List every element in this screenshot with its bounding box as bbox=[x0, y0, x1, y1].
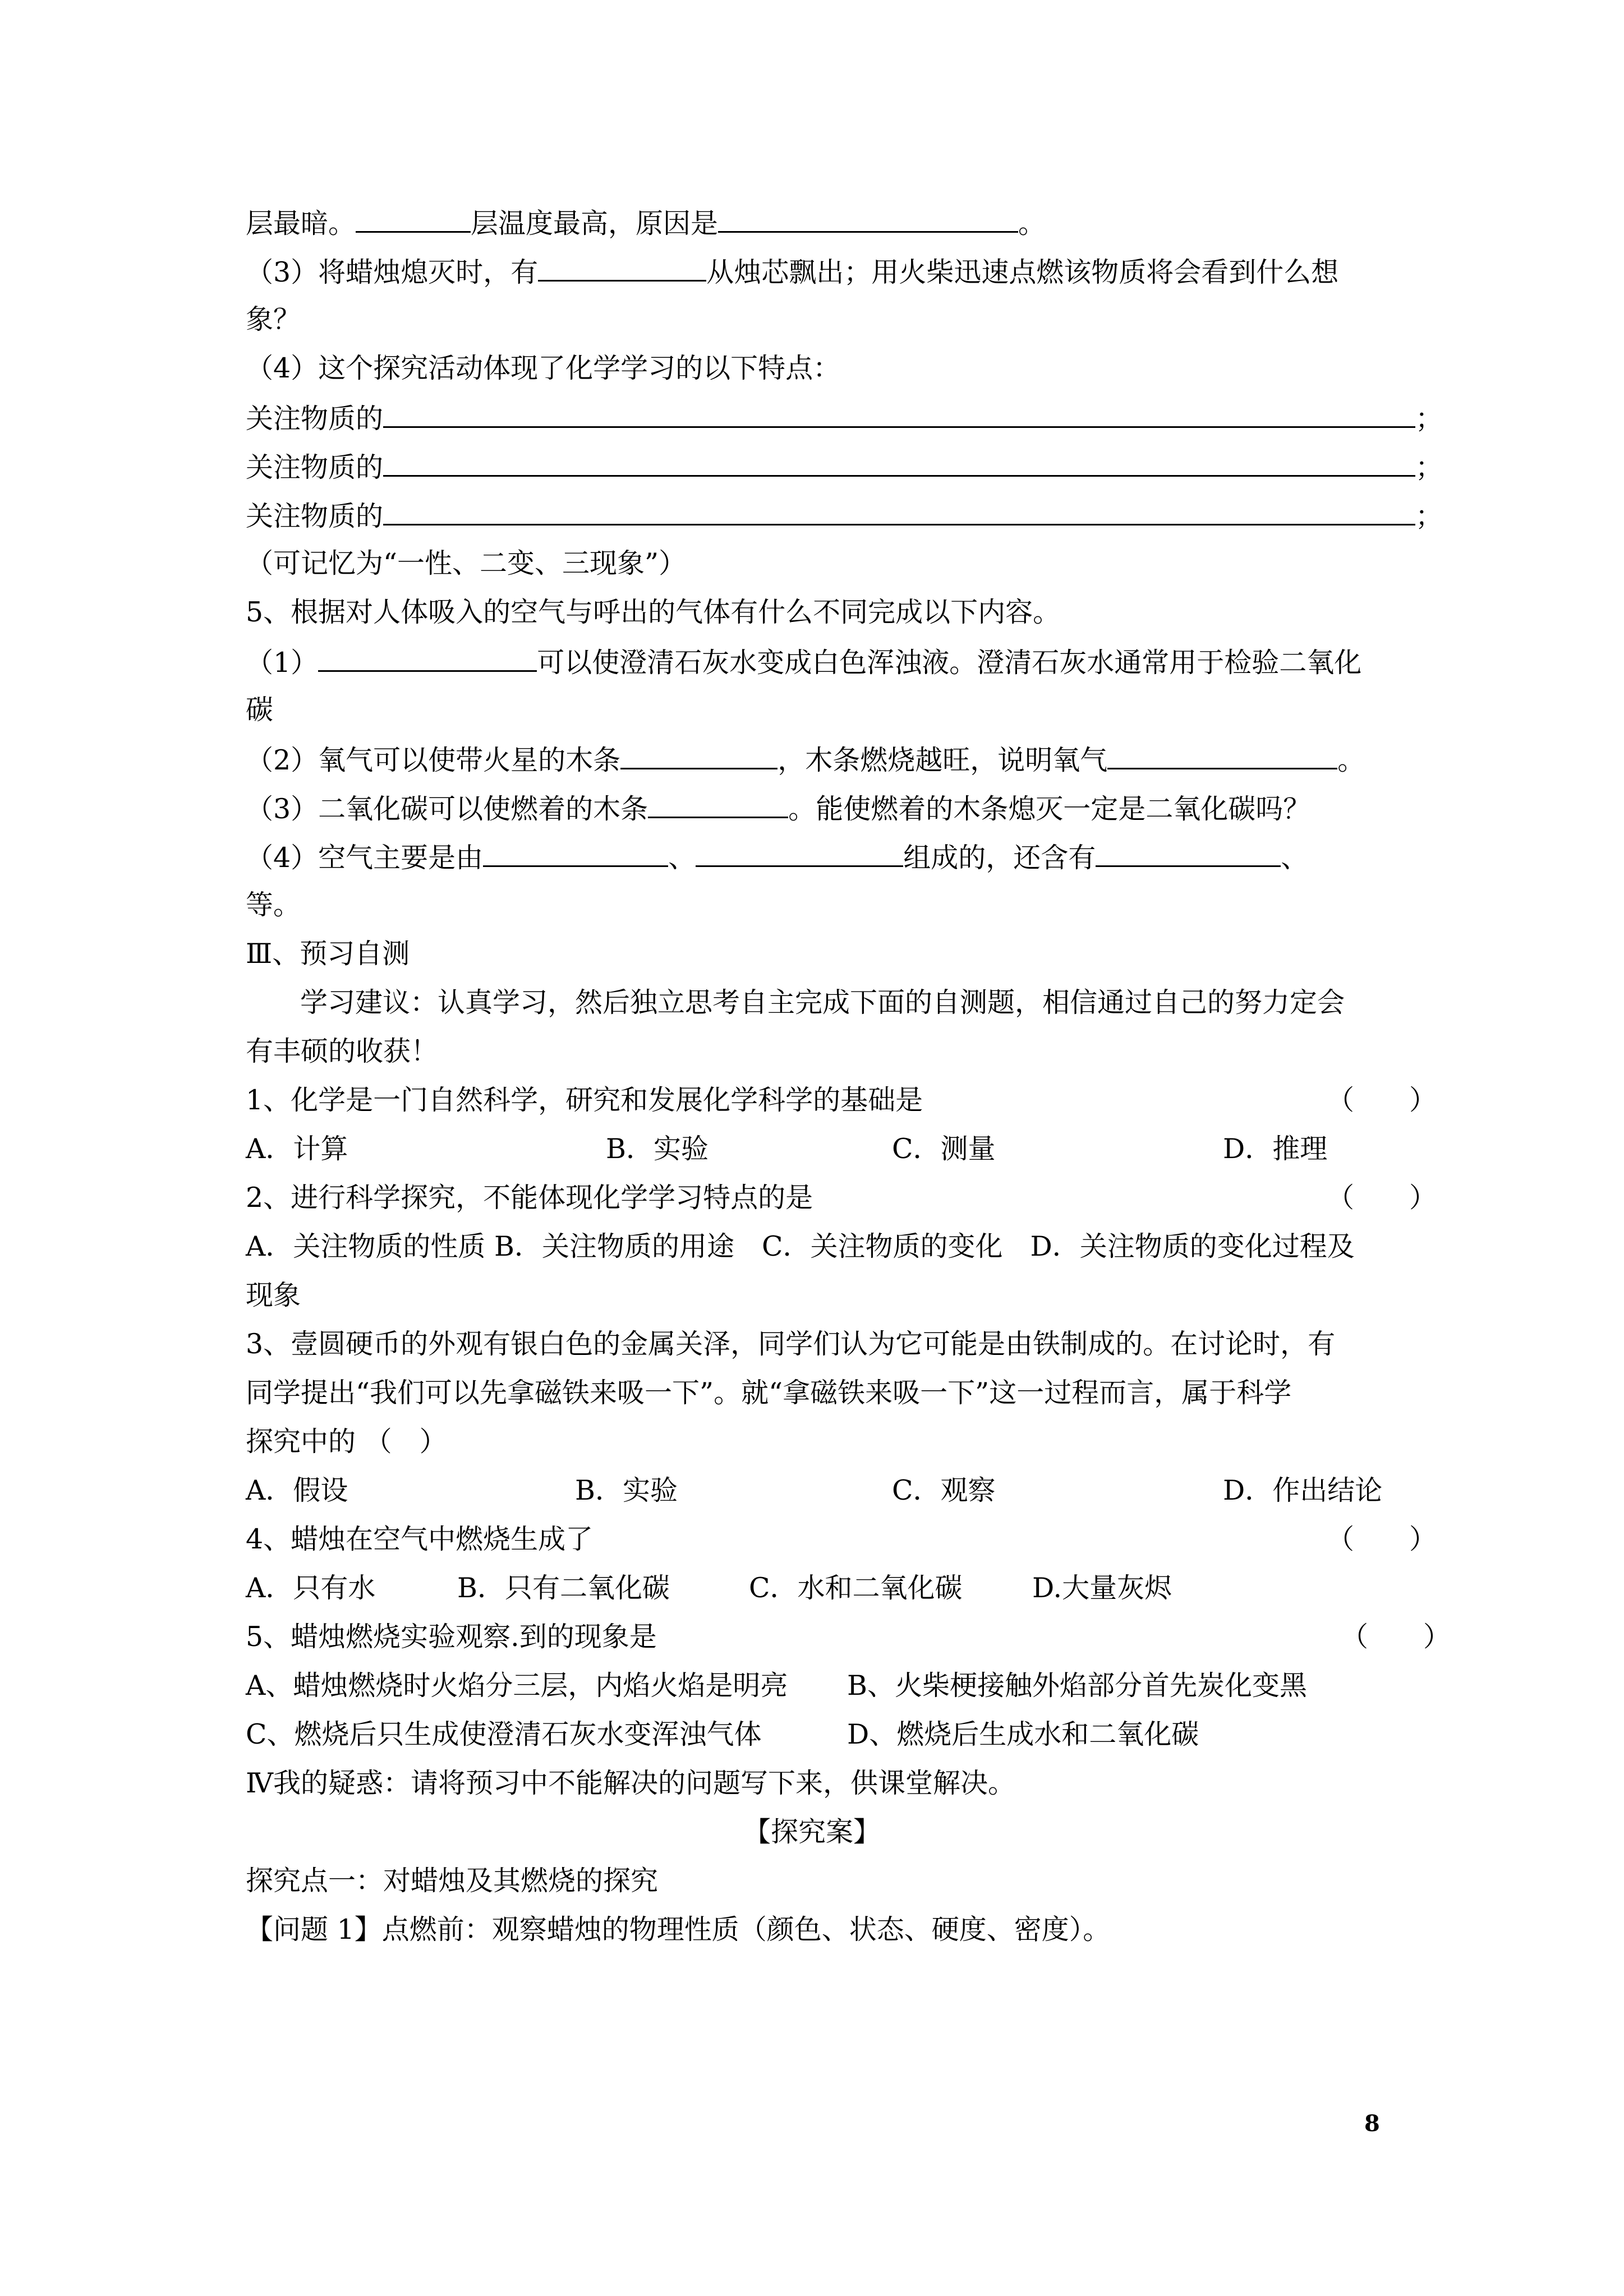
options-line[interactable]: A．关注物质的性质 B．关注物质的用途 C．关注物质的变化 D．关注物质的变化过程及 bbox=[246, 1230, 1355, 1262]
text-segment: 组成的，还含有 bbox=[903, 842, 1096, 874]
explore-point: 探究点一：对蜡烛及其燃烧的探究 bbox=[246, 1865, 659, 1897]
options-line[interactable]: 现象 bbox=[246, 1279, 301, 1311]
option-d[interactable]: D．作出结论 bbox=[1223, 1474, 1383, 1506]
text-line: 学习建议：认真学习，然后独立思考自主完成下面的自测题，相信通过自己的努力定会 bbox=[300, 986, 1345, 1018]
fill-blank[interactable] bbox=[718, 205, 1018, 233]
question-stem: 同学提出“我们可以先拿磁铁来吸一下”。就“拿磁铁来吸一下”这一过程而言，属于科学 bbox=[246, 1377, 1292, 1409]
text-line bbox=[246, 791, 1310, 826]
text-line: 象？ bbox=[246, 303, 301, 335]
text-line: 等。 bbox=[246, 889, 301, 921]
text-segment: 关注物质的 bbox=[246, 403, 384, 435]
text-line: 碳 bbox=[246, 694, 274, 726]
text-segment: 可以使澄清石灰水变成白色浑浊液。澄清石灰水通常用于检验二氧化 bbox=[537, 647, 1362, 679]
question-stem: 3、壹圆硬币的外观有银白色的金属关泽，同学们认为它可能是由铁制成的。在讨论时，有 bbox=[246, 1328, 1336, 1360]
text-line bbox=[246, 840, 1308, 875]
option-b[interactable]: B．只有二氧化碳 bbox=[457, 1572, 670, 1604]
fill-blank[interactable] bbox=[356, 205, 471, 233]
fill-blank[interactable] bbox=[318, 644, 537, 672]
text-segment: ，木条燃烧越旺，说明氧气 bbox=[778, 744, 1108, 776]
option-a[interactable]: A．计算 bbox=[246, 1133, 348, 1165]
fill-blank[interactable] bbox=[1107, 742, 1337, 769]
problem-1: 【问题 1】点燃前：观察蜡烛的物理性质（颜色、状态、硬度、密度）。 bbox=[246, 1914, 1111, 1945]
option-c[interactable]: C．测量 bbox=[892, 1133, 996, 1165]
fill-blank[interactable] bbox=[383, 400, 1415, 428]
answer-bracket[interactable]: （ ） bbox=[1341, 1621, 1451, 1653]
fill-blank[interactable] bbox=[648, 791, 788, 818]
option-b[interactable]: B．实验 bbox=[575, 1474, 678, 1506]
fill-blank[interactable] bbox=[538, 254, 706, 282]
text-segment: （1） bbox=[246, 647, 319, 679]
text-line bbox=[246, 449, 1443, 485]
text-segment: 、 bbox=[668, 842, 696, 874]
text-line: （可记忆为“一性、二变、三现象”） bbox=[246, 547, 687, 579]
fill-blank[interactable] bbox=[383, 449, 1415, 477]
question-stem: 2、进行科学探究，不能体现化学学习特点的是 bbox=[246, 1182, 813, 1214]
text-segment: 。能使燃着的木条熄灭一定是二氧化碳吗？ bbox=[788, 793, 1311, 825]
text-segment: ； bbox=[1415, 403, 1443, 435]
question-stem: 1、化学是一门自然科学，研究和发展化学科学的基础是 bbox=[246, 1084, 923, 1116]
text-segment: （3）将蜡烛熄灭时，有 bbox=[246, 256, 539, 288]
option-d[interactable]: D、燃烧后生成水和二氧化碳 bbox=[847, 1718, 1199, 1750]
answer-bracket[interactable]: （ ） bbox=[1327, 1182, 1437, 1214]
text-line bbox=[246, 742, 1365, 777]
fill-blank[interactable] bbox=[1096, 840, 1281, 867]
text-line: （4）这个探究活动体现了化学学习的以下特点： bbox=[246, 352, 841, 384]
text-line bbox=[246, 498, 1443, 533]
question-stem: 探究中的 （ ） bbox=[246, 1426, 447, 1458]
option-d[interactable]: D.大量灰烬 bbox=[1032, 1572, 1172, 1604]
fill-blank[interactable] bbox=[696, 840, 903, 867]
doubt-line: Ⅳ我的疑惑：请将预习中不能解决的问题写下来，供课堂解决。 bbox=[246, 1767, 1015, 1799]
option-b[interactable]: B．实验 bbox=[606, 1133, 709, 1165]
fill-blank[interactable] bbox=[383, 498, 1415, 525]
option-a[interactable]: A、蜡烛燃烧时火焰分三层，内焰火焰是明亮 bbox=[246, 1670, 788, 1702]
fill-blank[interactable] bbox=[620, 742, 778, 769]
text-line bbox=[246, 205, 1046, 241]
option-c[interactable]: C．水和二氧化碳 bbox=[749, 1572, 963, 1604]
answer-bracket[interactable]: （ ） bbox=[1327, 1084, 1437, 1116]
option-c[interactable]: C、燃烧后只生成使澄清石灰水变浑浊气体 bbox=[246, 1718, 762, 1750]
text-line bbox=[246, 254, 1338, 289]
text-line: 5、根据对人体吸入的空气与呼出的气体有什么不同完成以下内容。 bbox=[246, 596, 1061, 628]
explore-title: 【探究案】 bbox=[743, 1816, 881, 1848]
text-segment: 、 bbox=[1281, 842, 1309, 874]
text-segment: 关注物质的 bbox=[246, 451, 384, 483]
question-stem: 5、蜡烛燃烧实验观察.到的现象是 bbox=[246, 1621, 657, 1653]
option-d[interactable]: D．推理 bbox=[1223, 1133, 1328, 1165]
text-line bbox=[246, 644, 1361, 680]
text-segment: ； bbox=[1415, 500, 1443, 532]
question-stem: 4、蜡烛在空气中燃烧生成了 bbox=[246, 1523, 594, 1555]
option-a[interactable]: A．假设 bbox=[246, 1474, 348, 1506]
text-segment: 从烛芯飘出；用火柴迅速点燃该物质将会看到什么想 bbox=[706, 256, 1339, 288]
option-c[interactable]: C．观察 bbox=[892, 1474, 996, 1506]
text-segment: 层温度最高，原因是 bbox=[471, 208, 719, 239]
text-segment: （4）空气主要是由 bbox=[246, 842, 484, 874]
section-heading: Ⅲ、预习自测 bbox=[246, 938, 410, 970]
option-b[interactable]: B、火柴梗接触外焰部分首先炭化变黑 bbox=[847, 1670, 1308, 1702]
text-segment: 。 bbox=[1337, 744, 1365, 776]
text-segment: ； bbox=[1415, 451, 1443, 483]
text-line: 有丰硕的收获！ bbox=[246, 1035, 439, 1067]
page-number: 8 bbox=[1364, 2110, 1380, 2137]
fill-blank[interactable] bbox=[483, 840, 668, 867]
text-line bbox=[246, 400, 1443, 436]
answer-bracket[interactable]: （ ） bbox=[1327, 1523, 1437, 1555]
text-segment: （3）二氧化碳可以使燃着的木条 bbox=[246, 793, 648, 825]
option-a[interactable]: A．只有水 bbox=[246, 1572, 376, 1604]
text-segment: （2）氧气可以使带火星的木条 bbox=[246, 744, 621, 776]
text-segment: 层最暗。 bbox=[246, 208, 356, 239]
text-segment: 关注物质的 bbox=[246, 500, 384, 532]
text-segment: 。 bbox=[1018, 208, 1046, 239]
